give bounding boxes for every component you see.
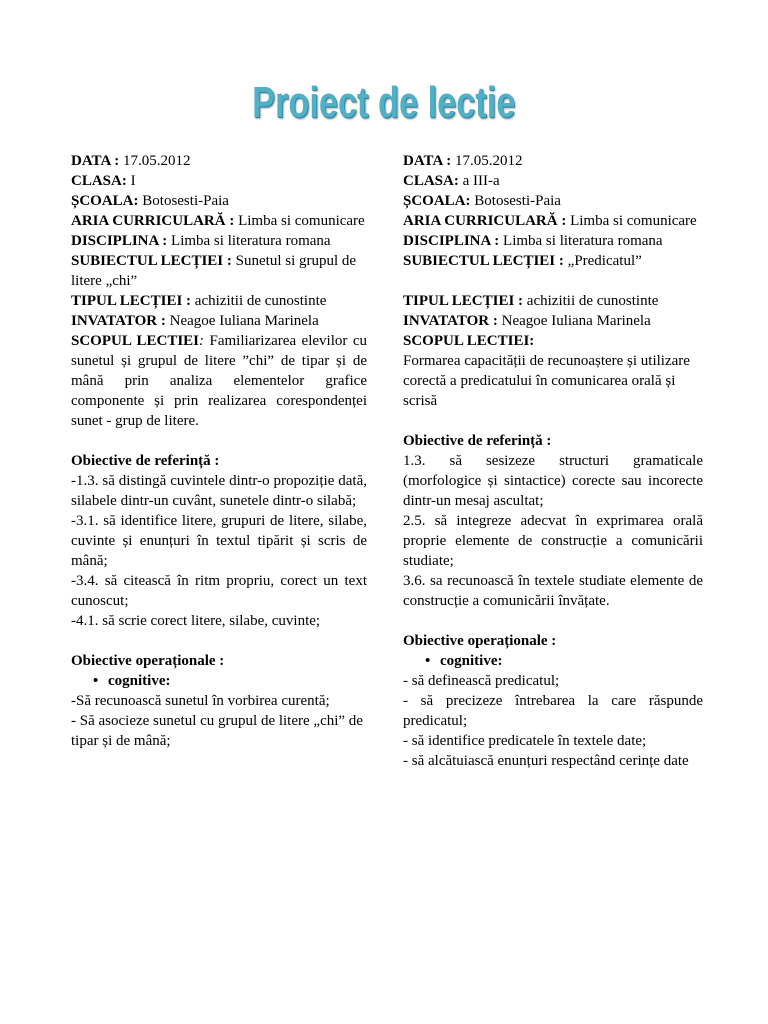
bullet-list: [403, 651, 703, 671]
document-title: [0, 78, 768, 128]
aria-line: ARIA CURRICULARĂ : Limba si comunicare: [71, 213, 365, 229]
list-item: 3.6. sa recunoască în textele studiate elemente de construcție a comunicării învățate.: [403, 573, 703, 609]
list-item: - să definească predicatul;: [403, 673, 560, 689]
subiect-line: SUBIECTUL LECȚIEI : Sunetul si grupul de litere „chi”: [71, 253, 357, 289]
clasa-line: CLASA: a III-a: [403, 173, 500, 189]
bullet-list: [71, 671, 367, 691]
list-item: -3.1. să identifice litere, grupuri de litere, silabe, cuvinte și enunțuri în textul tipărit și scris de mână;: [71, 513, 367, 569]
tipul-line: TIPUL LECȚIEI : achizitii de cunostinte: [71, 293, 327, 309]
data-line: DATA : 17.05.2012: [403, 153, 523, 169]
scopul-heading: SCOPUL LECTIEI:: [403, 333, 535, 349]
cognitive-bullet: • cognitive:: [425, 651, 703, 671]
obiective-referinta-heading: Obiective de referință :: [71, 453, 220, 469]
right-column: [403, 151, 703, 771]
invatator-line: INVATATOR : Neagoe Iuliana Marinela: [403, 313, 651, 329]
disciplina-line: DISCIPLINA : Limba si literatura romana: [403, 233, 663, 249]
list-item: - să alcătuiască enunțuri respectând cerințe date: [403, 753, 689, 769]
title-text: Proiect de lectie: [252, 78, 516, 127]
list-item: -1.3. să distingă cuvintele dintr-o propoziție dată, silabele dintr-un cuvânt, sunetele dintr-o silabă;: [71, 473, 367, 509]
list-item: - Să asocieze sunetul cu grupul de litere „chi” de tipar și de mână;: [71, 713, 363, 749]
list-item: 1.3. să sesizeze structuri gramaticale (morfologice și sintactice) corecte sau incorecte dintr-un mesaj ascultat;: [403, 453, 703, 509]
clasa-line: CLASA: I: [71, 173, 136, 189]
scoala-line: ȘCOALA: Botosesti-Paia: [403, 193, 561, 209]
list-item: - să identifice predicatele în textele date;: [403, 733, 647, 749]
list-item: -3.4. să citească în ritm propriu, corect un text cunoscut;: [71, 573, 367, 609]
cognitive-bullet: • cognitive:: [93, 671, 367, 691]
subiect-line: SUBIECTUL LECȚIEI : „Predicatul”: [403, 253, 642, 269]
list-item: -4.1. să scrie corect litere, silabe, cuvinte;: [71, 613, 321, 629]
data-line: DATA : 17.05.2012: [71, 153, 191, 169]
scoala-line: ȘCOALA: Botosesti-Paia: [71, 193, 229, 209]
obiective-operationale-heading: Obiective operaționale :: [403, 633, 557, 649]
tipul-line: TIPUL LECȚIEI : achizitii de cunostinte: [403, 293, 659, 309]
obiective-operationale-heading: Obiective operaționale :: [71, 653, 225, 669]
scopul-paragraph: Formarea capacității de recunoaștere și utilizare corectă a predicatului în comunicarea orală și scrisă: [403, 353, 690, 409]
aria-line: ARIA CURRICULARĂ : Limba si comunicare: [403, 213, 697, 229]
list-item: 2.5. să integreze adecvat în exprimarea orală proprie elemente de construcție a comunicării studiate;: [403, 513, 703, 569]
scopul-paragraph: SCOPUL LECTIEI: Familiarizarea elevilor cu sunetul și grupul de litere ”chi” de tipar și de mână prin analiza elementelor grafice componente și prin realizarea corespondenței sunet - grup de litere.: [71, 333, 367, 429]
invatator-line: INVATATOR : Neagoe Iuliana Marinela: [71, 313, 319, 329]
left-column: [71, 151, 367, 751]
obiective-referinta-heading: Obiective de referință :: [403, 433, 552, 449]
list-item: - să precizeze întrebarea la care răspunde predicatul;: [403, 693, 703, 729]
disciplina-line: DISCIPLINA : Limba si literatura romana: [71, 233, 331, 249]
list-item: -Să recunoască sunetul în vorbirea curentă;: [71, 693, 330, 709]
